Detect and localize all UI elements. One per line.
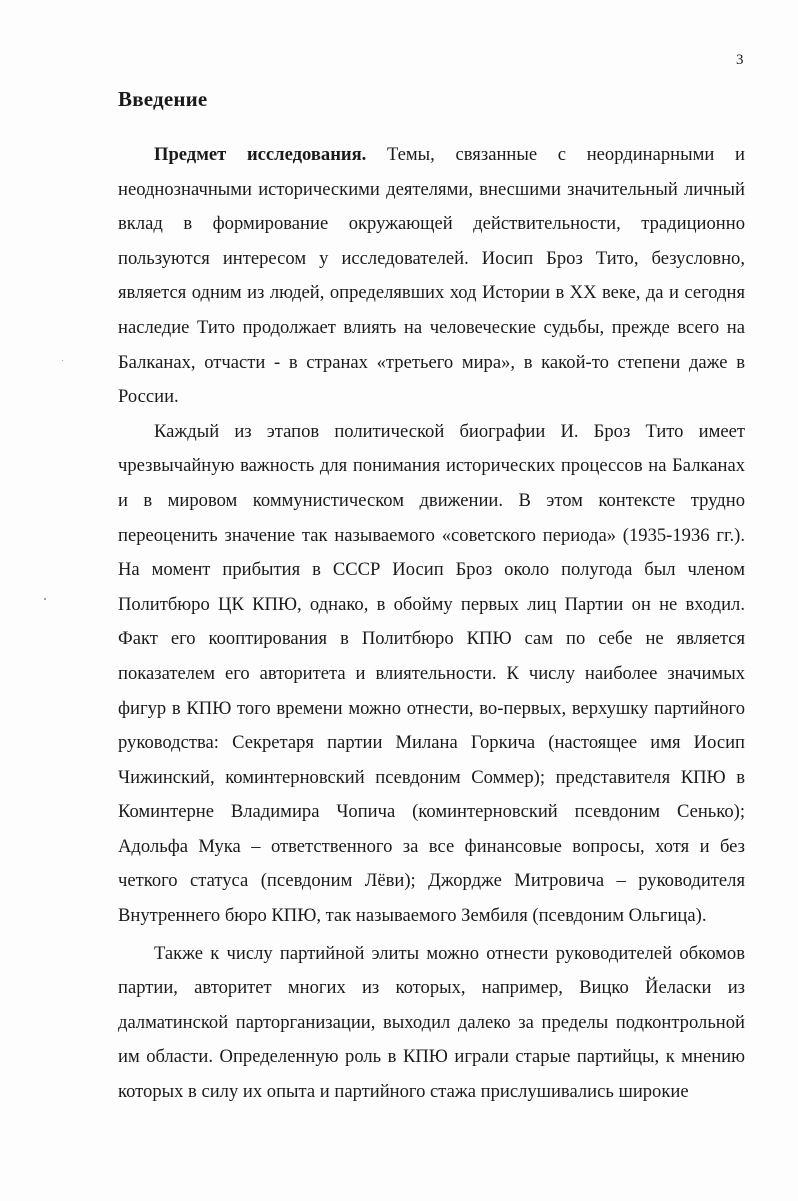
paragraph-periods: Каждый из этапов политической биографии И. Броз Тито имеет чрезвычайную важность для понимания исторических процессов на Балканах и в мировом коммунистическом движении. В этом контексте трудно переоценить значение так называемого «советского периода» (1935-1936 гг.). На момент прибытия в СССР Иосип Броз около полугода был членом Политбюро ЦК КПЮ, однако, в обойму первых лиц Партии он не входил. Факт его кооптирования в Политбюро КПЮ сам по себе не является показателем его авторитета и влиятельности. К числу наиболее значимых фигур в КПЮ того времени можно отнести, во-первых, верхушку партийного руководства: Секретаря партии Милана Горкича (настоящее имя Иосип Чижинский, коминтерновский псевдоним Соммер); представителя КПЮ в Коминтерне Владимира Чопича (коминтерновский псевдоним Сенько); Адольфа Мука – ответственного за все финансовые вопросы, хотя и без четкого статуса (псевдоним Лёви); Джордже Митровича – руководителя Внутреннего бюро КПЮ, так называемого Зембиля (псевдоним Ольгица).: [118, 420, 745, 927]
page-number: 3: [736, 52, 744, 68]
scan-speck: [44, 598, 46, 600]
section-heading: Введение: [118, 87, 208, 111]
paragraph-subject: [118, 138, 745, 415]
paragraph-lead: Предмет исследования.: [154, 144, 367, 165]
paragraph-elite: Также к числу партийной элиты можно отнести руководителей обкомов партии, авторитет многих из которых, например, Вицко Йеласки из далматинской парторганизации, выходил далеко за пределы подконтрольной им области. Определенную роль в КПЮ играли старые партийцы, к мнению которых в силу их опыта и партийного стажа прислушивались широкие: [118, 942, 745, 1103]
scan-speck: [62, 360, 63, 361]
paragraph-text: Темы, связанные с неординарными и неоднозначными историческими деятелями, внесшими значительный личный вклад в формирование окружающей действительности, традиционно пользуются интересом у исследователей. Иосип Броз Тито, безусловно, является одним из людей, определявших ход Истории в XX веке, да и сегодня наследие Тито продолжает влиять на человеческие судьбы, прежде всего на Балканах, отчасти - в странах «третьего мира», в какой-то степени даже в России.: [118, 144, 745, 408]
body-text: [118, 138, 745, 1110]
